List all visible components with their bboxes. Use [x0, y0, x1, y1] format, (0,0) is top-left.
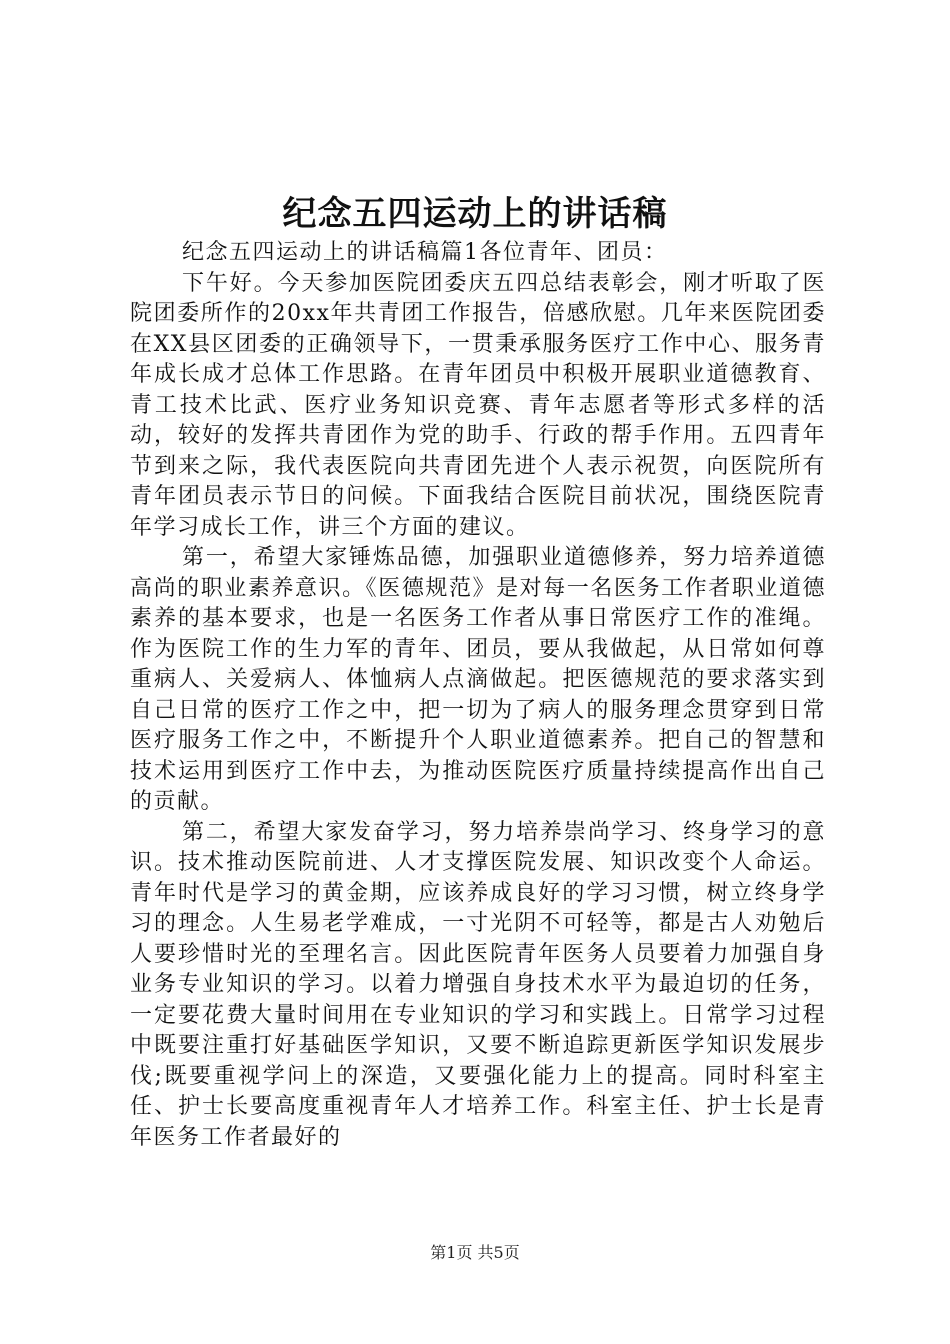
page-footer: 第1页 共5页 [430, 1243, 520, 1262]
document-title: 纪念五四运动上的讲话稿 [282, 194, 668, 234]
document-body [130, 238, 826, 1153]
paragraph-intro: 下午好。今天参加医院团委庆五四总结表彰会，刚才听取了医院团委所作的20xx年共青团工作报告，倍感欣慰。几年来医院团委在XX县区团委的正确领导下，一贯秉承服务医疗工作中心、服务青年成长成才总体工作思路。在青年团员中积极开展职业道德教育、青工技术比武、医疗业务知识竞赛、青年志愿者等形式多样的活动，较好的发挥共青团作为党的助手、行政的帮手作用。五四青年节到来之际，我代表医院向共青团先进个人表示祝贺，向医院所有青年团员表示节日的问候。下面我结合医院目前状况，围绕医院青年学习成长工作，讲三个方面的建议。 [130, 270, 826, 540]
paragraph-second-point: 第二，希望大家发奋学习，努力培养崇尚学习、终身学习的意识。技术推动医院前进、人才支撑医院发展、知识改变个人命运。青年时代是学习的黄金期，应该养成良好的学习习惯，树立终身学习的理念。人生易老学难成，一寸光阴不可轻等，都是古人劝勉后人要珍惜时光的至理名言。因此医院青年医务人员要着力加强自身业务专业知识的学习。以着力增强自身技术水平为最迫切的任务，一定要花费大量时间用在专业知识的学习和实践上。日常学习过程中既要注重打好基础医学知识，又要不断追踪更新医学知识发展步伐;既要重视学问上的深造，又要强化能力上的提高。同时科室主任、护士长要高度重视青年人才培养工作。科室主任、护士长是青年医务工作者最好的 [130, 819, 826, 1150]
paragraph-first-point: 第一，希望大家锤炼品德，加强职业道德修养，努力培养道德高尚的职业素养意识。《医德规范》是对每一名医务工作者职业道德素养的基本要求，也是一名医务工作者从事日常医疗工作的准绳。作为医院工作的生力军的青年、团员，要从我做起，从日常如何尊重病人、关爱病人、体恤病人点滴做起。把医德规范的要求落实到自己日常的医疗工作之中，把一切为了病人的服务理念贯穿到日常医疗服务工作之中，不断提升个人职业道德素养。把自己的智慧和技术运用到医疗工作中去，为推动医院医疗质量持续提高作出自己的贡献。 [130, 545, 826, 814]
paragraph-greeting: 纪念五四运动上的讲话稿篇1各位青年、团员： [182, 240, 668, 265]
